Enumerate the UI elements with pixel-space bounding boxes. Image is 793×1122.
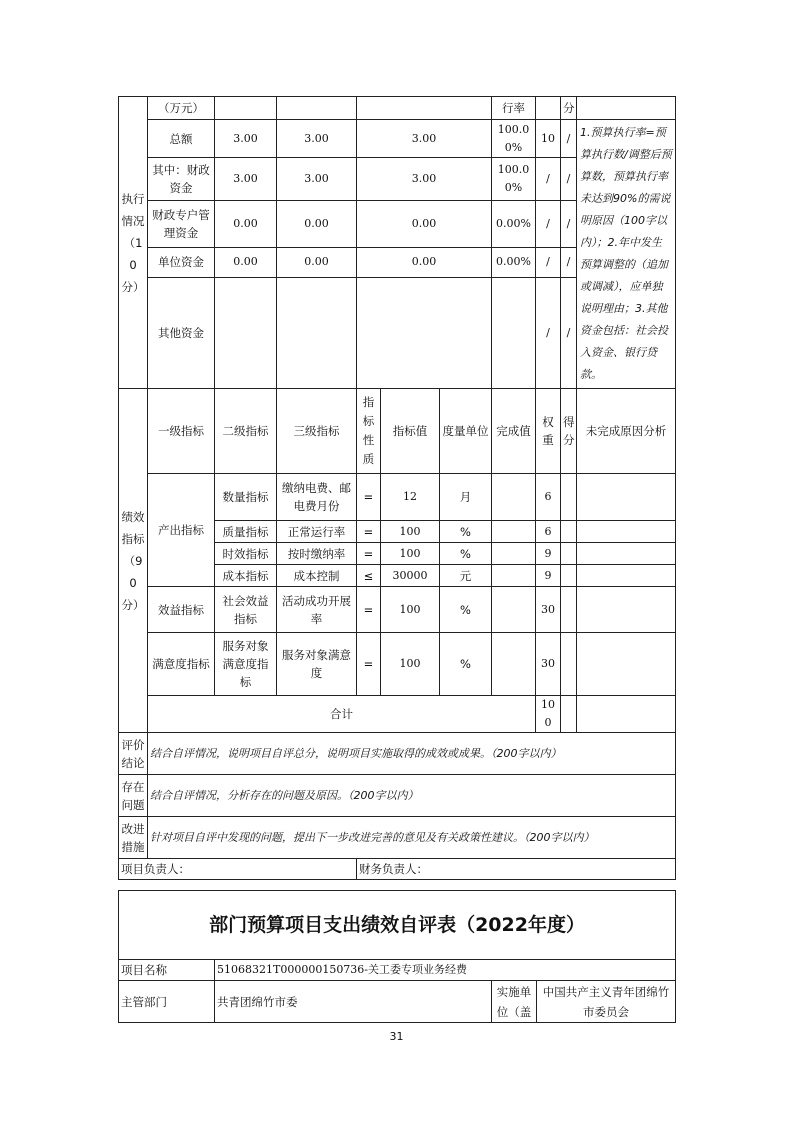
execution-note: 1.预算执行率=预算执行数/调整后预算数，预算执行率未达到90%的需说明原因（100字以内）；2.年中发生预算调整的（追加或调减），应单独说明理由；3.其他资金包括：社会投入资金、银行贷款。 [577,120,676,389]
impl-value: 中国共产主义青年团绵竹市委员会 [537,981,676,1023]
dept-label: 主管部门 [119,981,215,1023]
improvement-label: 改进措施 [119,817,148,859]
impl-label: 实施单位（盖 [492,981,537,1023]
next-form-table [118,890,676,1023]
perf-header: 一级指标 [148,389,215,474]
score-tail: 分 [561,97,577,120]
execution-performance-table: 执行情况（10分） （万元） 行率 分 总额 3.00 3.00 3.00 100.00% 10 / 1.预算执行率=预算执行数/调整后预算数，预算执行率未达到90%的需说明原因（100字以内）；2.年中发生预算调整的（追加或调减），应单独说明理由；3.其他资金包括：社会投入资金、银行贷款。 其中：财政资金 3.00 3.00 3.00 100.00% / / 财政专户管理资金 0.00 0.00 0.00 0.00% / / 单位资金 0.00 0.00 0.00 0.00% / / 其他资金 / / 绩效指标（90分） 一级指标 二级指标 三级指标 指标性质 指标值 度量单位 完成值 权重 得分 未完成原因分析 产出指标 数量指标 缴纳电费、邮电费月份 = 12 月 6 质量指标 正常运行率 = 100 % 6 时效指标 按时缴纳率 = 100 % 9 成本指标 成本控制 ≤ 30000 元 9 效益指标 社会效益指标 活动成功开展率 = 100 % 30 满意度指标 服务对象满意度指标 服务对象满意度 = 100 % 30 合计 100 评价结论 结合自评情况，说明项目自评总分，说明项目实施取得的成效或成果。（200字以内） 存在问题 结合自评情况，分析存在的问题及原因。（200字以内） 改进措施 针对项目自评中发现的问题，提出下一步改进完善的意见及有关政策性建议。（200字以内） 项目负责人： 财务负责人： [118,96,676,880]
project-lead-label: 项目负责人： [119,859,357,880]
group-output: 产出指标 [148,474,215,587]
perf-header: 完成值 [492,389,536,474]
exec-row-name: 其他资金 [148,277,215,388]
group-benefit: 效益指标 [148,587,215,633]
perf-header: 得分 [561,389,577,474]
perf-header: 度量单位 [440,389,492,474]
execution-section-label: 执行情况（10分） [119,97,148,389]
exec-row-name: 财政专户管理资金 [148,201,215,247]
improvement-text: 针对项目自评中发现的问题，提出下一步改进完善的意见及有关政策性建议。（200字以内） [148,817,676,859]
perf-header: 未完成原因分析 [577,389,676,474]
project-name-label: 项目名称 [119,960,215,981]
page-number: 31 [389,1030,404,1043]
exec-row-name: 单位资金 [148,247,215,277]
total-label: 合计 [148,696,536,733]
finance-lead-label: 财务负责人： [357,859,676,880]
group-satisfaction: 满意度指标 [148,633,215,696]
unit-label: （万元） [148,97,215,120]
perf-header: 指标值 [381,389,440,474]
dept-value: 共青团绵竹市委 [215,981,492,1023]
project-name-value: 51068321T000000150736-关工委专项业务经费 [215,960,676,981]
problems-label: 存在问题 [119,775,148,817]
rate-label: 行率 [492,97,536,120]
evaluation-text: 结合自评情况，说明项目自评总分，说明项目实施取得的成效或成果。（200字以内） [148,733,676,775]
exec-row-name: 其中：财政资金 [148,158,215,201]
performance-section-label: 绩效指标（90分） [119,389,148,733]
exec-row-name: 总额 [148,120,215,158]
evaluation-label: 评价结论 [119,733,148,775]
total-weight: 100 [536,696,561,733]
perf-header: 指标性质 [357,389,381,474]
perf-header: 权重 [536,389,561,474]
form-title: 部门预算项目支出绩效自评表（2022年度） [119,891,676,960]
perf-header: 二级指标 [215,389,277,474]
problems-text: 结合自评情况，分析存在的问题及原因。（200字以内） [148,775,676,817]
perf-header: 三级指标 [277,389,357,474]
